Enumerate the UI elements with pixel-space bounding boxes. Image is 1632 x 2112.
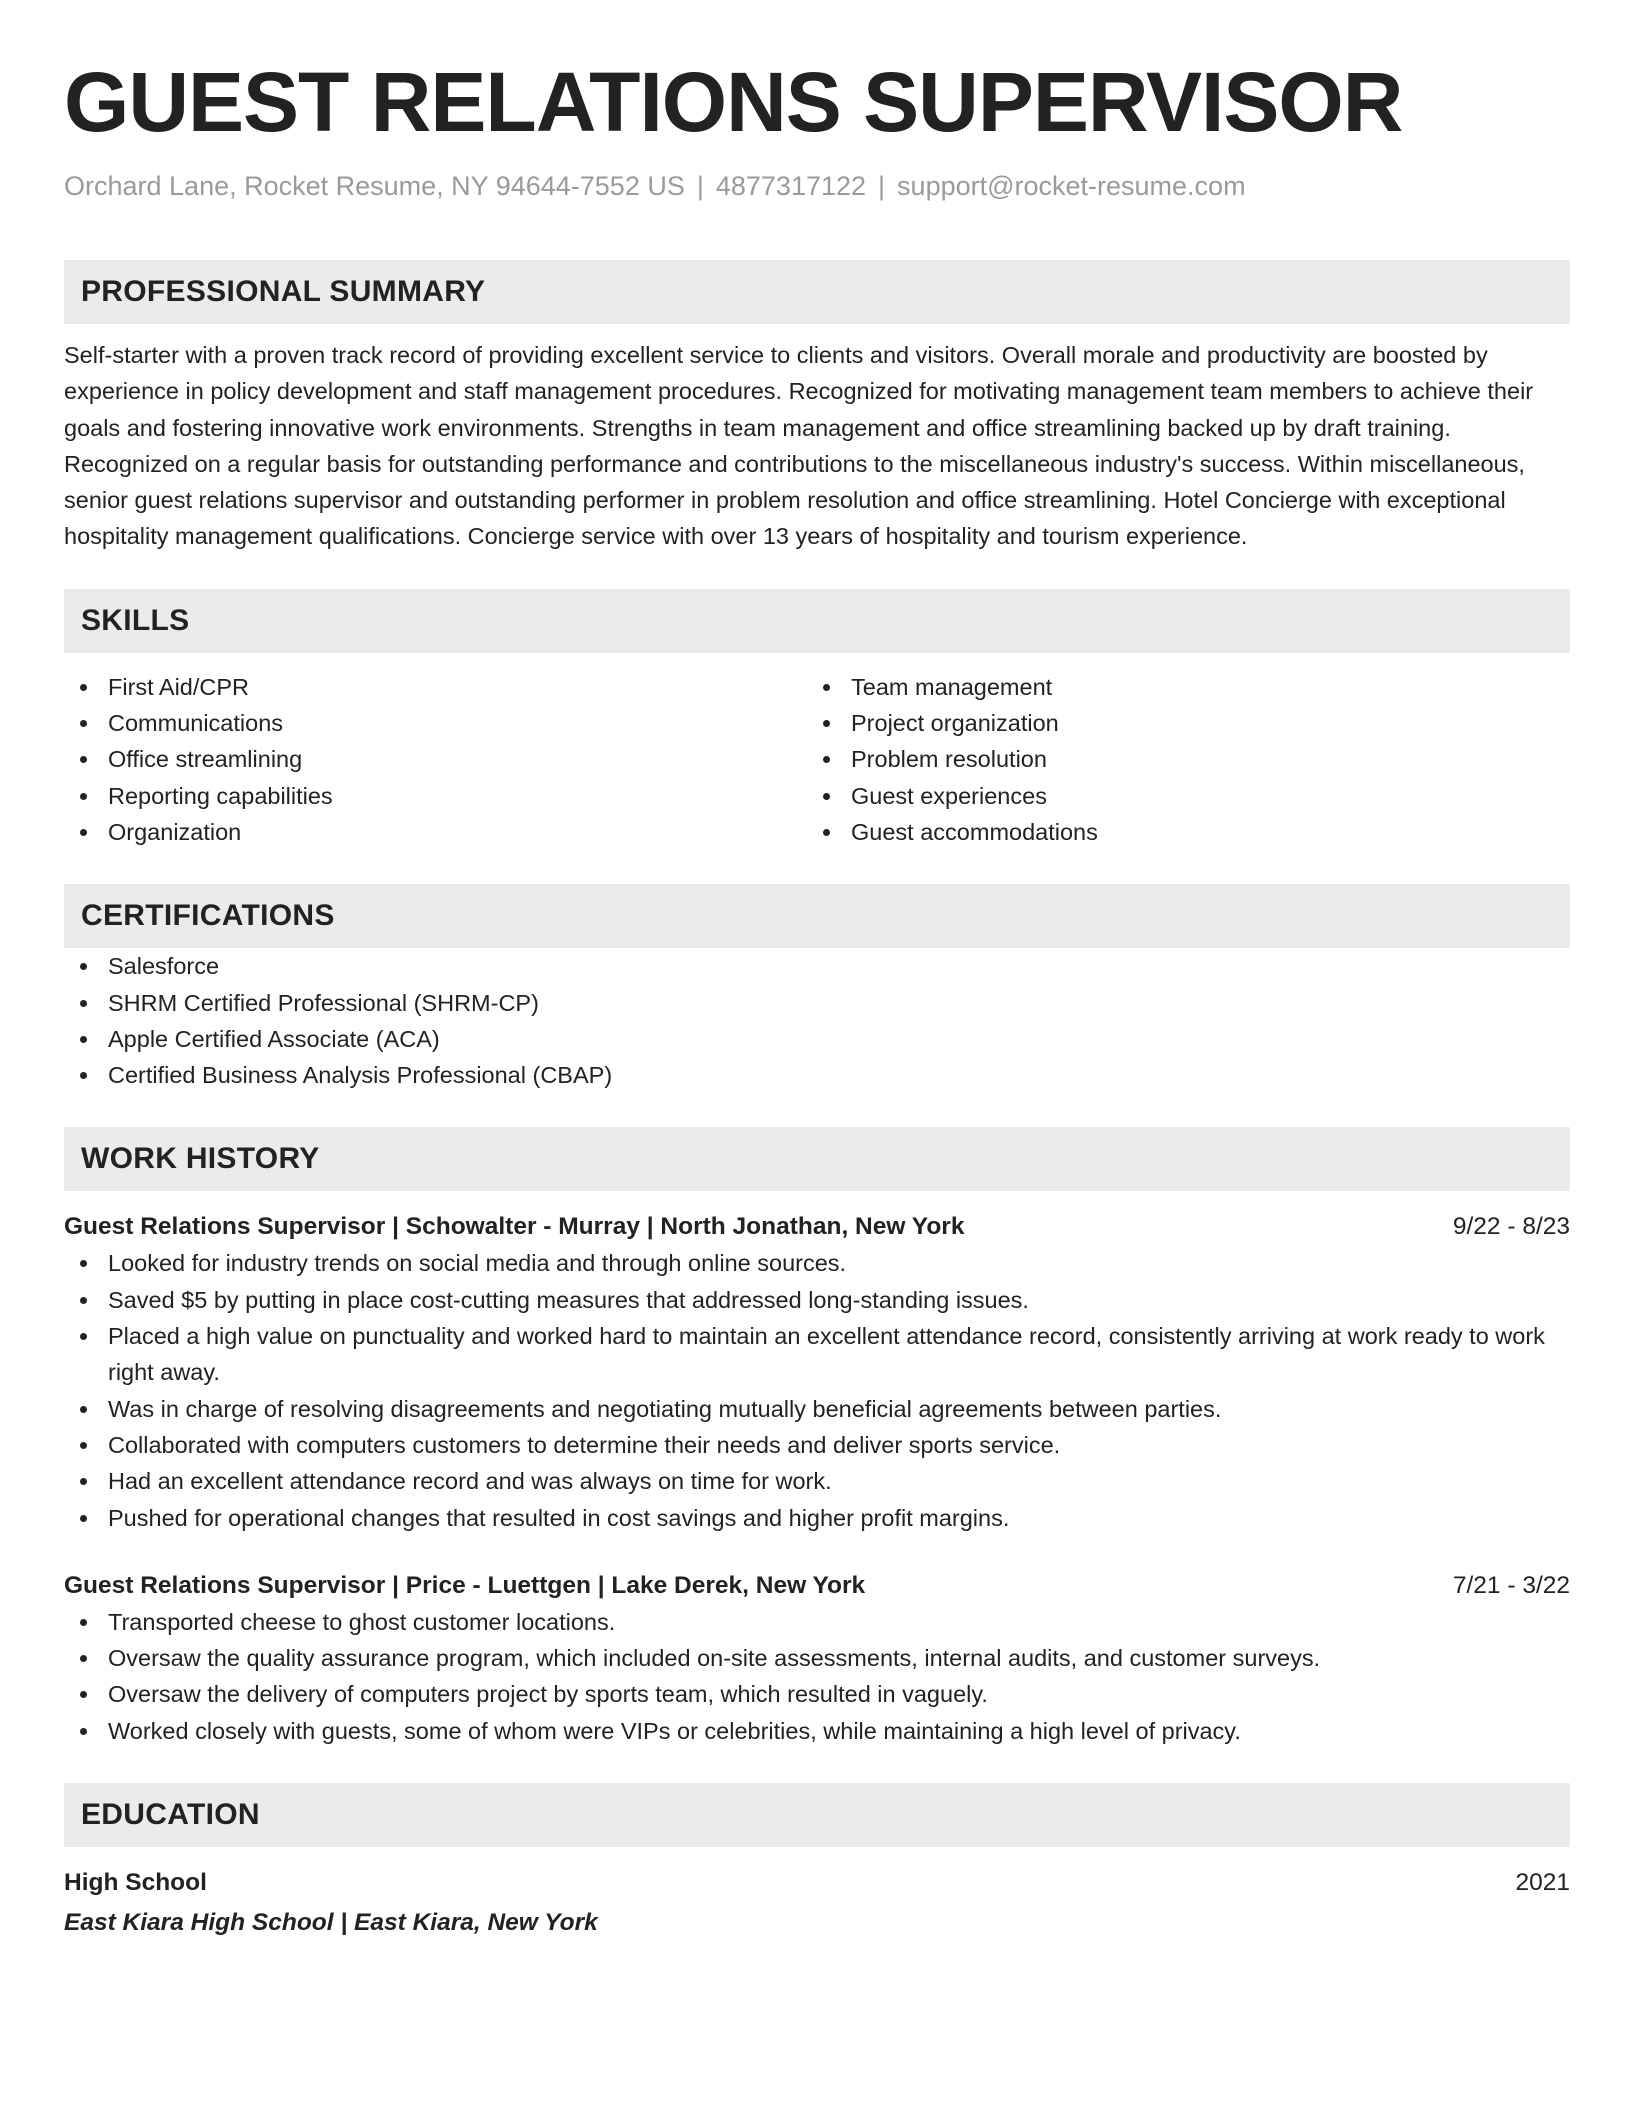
certification-item: SHRM Certified Professional (SHRM-CP) [64,985,1570,1021]
skills-heading: SKILLS [64,589,1570,653]
job-title: Guest Relations Supervisor | Schowalter - Murray | North Jonathan, New York [64,1213,965,1241]
job-dates: 9/22 - 8/23 [1452,1213,1570,1241]
certifications-heading: CERTIFICATIONS [64,884,1570,948]
skills-list-right [807,669,1550,850]
job-dates: 7/21 - 3/22 [1452,1571,1570,1599]
work-history-heading: WORK HISTORY [64,1127,1570,1191]
job-header [64,1568,1570,1604]
candidate-name: GUEST RELATIONS SUPERVISOR [64,55,1403,149]
job-bullet: Worked closely with guests, some of whom were VIPs or celebrities, while maintaining a high level of privacy. [64,1713,1570,1749]
contact-email: support@rocket-resume.com [897,171,1246,201]
job-bullet: Transported cheese to ghost customer locations. [64,1604,1570,1640]
skill-item: Problem resolution [807,741,1550,777]
certifications-list [64,948,1570,1093]
education-school: East Kiara High School | East Kiara, New York [64,1909,598,1937]
summary-heading: PROFESSIONAL SUMMARY [64,260,1570,324]
job-bullet: Looked for industry trends on social media and through online sources. [64,1245,1570,1281]
skill-item: Guest accommodations [807,814,1550,850]
skills-grid [64,669,1570,850]
certification-item: Apple Certified Associate (ACA) [64,1021,1570,1057]
summary-text: Self-starter with a proven track record of providing excellent service to clients and visitors. Overall morale and productivity are boosted by experience in policy development and staff management procedures. Recognized for motivating management team members to achieve their goals and fostering innovative work environments. Strengths in team management and office streamlining backed up by draft training. Recognized on a regular basis for outstanding performance and contributions to the miscellaneous industry's success. Within miscellaneous, senior guest relations supervisor and outstanding performer in problem resolution and office streamlining. Hotel Concierge with exceptional hospitality management qualifications. Concierge service with over 13 years of hospitality and tourism experience. [64,342,1534,550]
contact-address: Orchard Lane, Rocket Resume, NY 94644-7552 US [64,171,685,201]
skill-item: Reporting capabilities [64,778,807,814]
skill-item: First Aid/CPR [64,669,807,705]
job-bullet: Had an excellent attendance record and was always on time for work. [64,1463,1570,1499]
job-bullets [64,1245,1570,1535]
contact-phone: 4877317122 [715,171,867,201]
education-year: 2021 [1515,1869,1570,1897]
job-header [64,1209,1570,1245]
contact-separator: | [696,171,704,201]
job-bullet: Saved $5 by putting in place cost-cutting measures that addressed long-standing issues. [64,1282,1570,1318]
education-heading: EDUCATION [64,1783,1570,1847]
skills-list-left [64,669,807,850]
contact-line [64,168,1570,204]
skill-item: Organization [64,814,807,850]
resume-page [64,52,1570,1941]
skill-item: Communications [64,705,807,741]
skill-item: Guest experiences [807,778,1550,814]
job-title: Guest Relations Supervisor | Price - Luettgen | Lake Derek, New York [64,1571,866,1599]
skill-item: Team management [807,669,1550,705]
certification-item: Certified Business Analysis Professional (CBAP) [64,1057,1570,1093]
job-bullet: Was in charge of resolving disagreements and negotiating mutually beneficial agreements between parties. [64,1391,1570,1427]
skill-item: Project organization [807,705,1550,741]
certification-item: Salesforce [64,948,1570,984]
job-bullet: Oversaw the quality assurance program, which included on-site assessments, internal audits, and customer surveys. [64,1640,1570,1676]
job-bullet: Collaborated with computers customers to determine their needs and deliver sports service. [64,1427,1570,1463]
job-bullets [64,1604,1570,1749]
job-bullet: Placed a high value on punctuality and worked hard to maintain an excellent attendance record, consistently arriving at work ready to work right away. [64,1318,1570,1391]
education-degree: High School [64,1869,207,1897]
skill-item: Office streamlining [64,741,807,777]
job-bullet: Pushed for operational changes that resulted in cost savings and higher profit margins. [64,1500,1570,1536]
education-header [64,1865,1570,1901]
job-bullet: Oversaw the delivery of computers project by sports team, which resulted in vaguely. [64,1676,1570,1712]
contact-separator: | [878,171,886,201]
